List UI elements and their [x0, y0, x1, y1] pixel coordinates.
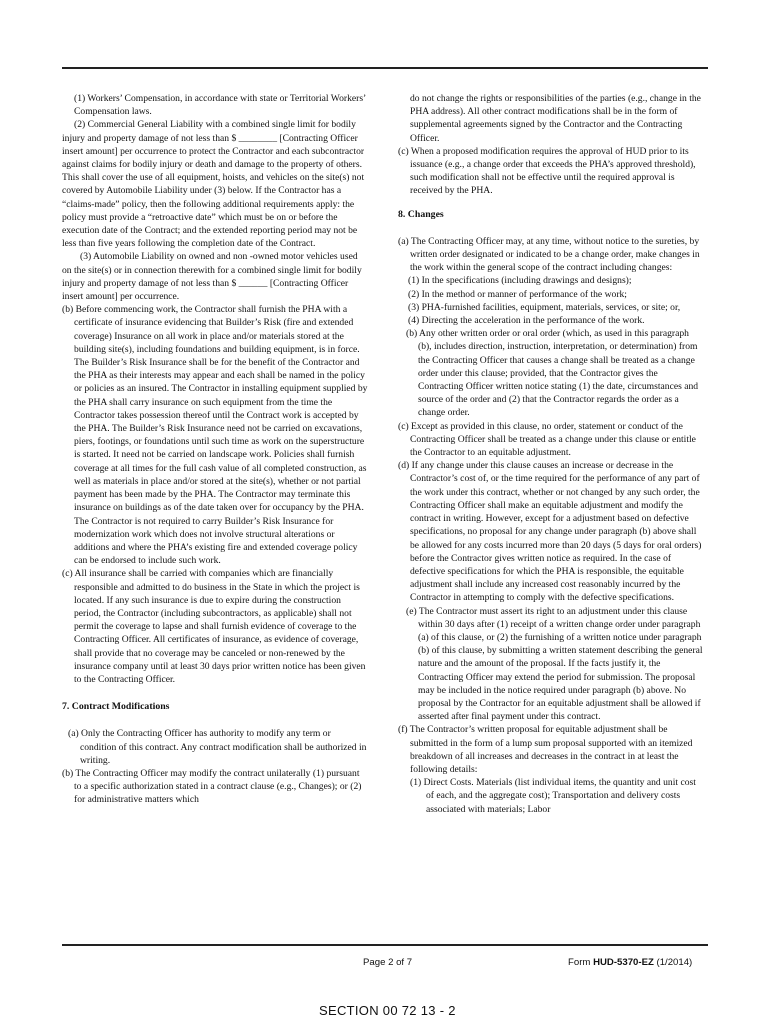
form-prefix: Form — [568, 957, 594, 968]
form-code: HUD-5370-EZ — [593, 957, 654, 968]
changes-list-item-3: (3) PHA-furnished facilities, equipment, materials, services, or site; or, — [408, 301, 681, 313]
workers-comp-paragraph: (1) Workers’ Compensation, in accordance with state or Territorial Workers’ Compensation laws. — [74, 93, 368, 118]
form-identifier — [568, 957, 692, 968]
general-liability-paragraph: (2) Commercial General Liability with a combined single limit for bodily injury and property damage of not less than $ ________ [Contracting Officer insert amount] per occurrence to protect the Contractor and each subcontractor against claims for bodily injury or death and damage to the property of others. This shall cover the use of all equipment, hoists, and vehicles on the site(s) not covered by Automobile Liability under (3) below. If the Contractor has a “claims-made” policy, then the following additional requirements apply: the policy must provide a “retroactive date” which must be on or before the execution date of the Contract; and the extended reporting period may not be less than five years following the completion date of the Contract. — [62, 119, 367, 250]
page-number: Page 2 of 7 — [363, 957, 413, 968]
changes-d-paragraph: (d) If any change under this clause causes an increase or decrease in the Contractor’s cost of, or the time required for the performance of any part of the work under this contract, whether or not changed by any such order, the Contracting Officer shall make an equitable adjustment and modify the contract in writing. However, except for a adjustment based on defective specifications, no proposal for any change under paragraph (b) above shall be allowed for any costs incurred more than 20 days (5 days for oral orders) before the Contractor gives written notice as required. In the case of defective specifications for which the PHA is responsible, the equitable adjustment shall include any increased cost reasonably incurred by the Contractor in attempting to comply with the defective specifications. — [398, 460, 704, 604]
changes-c-paragraph: (c) Except as provided in this clause, no order, statement or conduct of the Contracting Officer shall be treated as a change under this clause or entitle the Contractor to an equitable adjustment. — [398, 420, 699, 459]
footer-rule — [62, 944, 708, 946]
insurance-companies-paragraph: (c) All insurance shall be carried with companies which are financially responsible and admitted to do business in the State in which the project is located. If any such insurance is due to expire during the construction period, the Contractor (including subcontractors, as applicable) shall not permit the coverage to lapse and shall furnish evidence of coverage to the Contracting Officer. All certificates of insurance, as evidence of coverage, shall provide that no coverage may be canceled or non-renewed by the insurance company until at least 30 days prior written notice has been given to the Contracting Officer. — [62, 568, 368, 685]
changes-f-paragraph: (f) The Contractor’s written proposal for equitable adjustment shall be submitted in the form of a lump sum proposal supported with an itemized breakdown of all increases and decreases in the contract in at least the following details: — [398, 724, 695, 775]
changes-e-paragraph: (e) The Contractor must assert its right to an adjustment under this clause within 30 days after (1) receipt of a written change order under paragraph (a) of this clause, or (2) the furnishing of a written notice under paragraph (b) of this clause, by submitting a written statement describing the general nature and the amount of the proposal. If the facts justify it, the Contracting Officer may extend the period for submission. The proposal may be included in the notice required under paragraph (b) above. No proposal by the Contractor for an equitable adjustment shall be allowed if asserted after final payment under this contract. — [406, 605, 705, 723]
changes-heading: 8. Changes — [398, 208, 444, 220]
left-column — [62, 92, 368, 807]
contract-modifications-heading: 7. Contract Modifications — [62, 701, 170, 713]
changes-list-item-1: (1) In the specifications (including drawings and designs); — [408, 275, 632, 287]
form-date: (1/2014) — [653, 957, 693, 968]
right-column — [398, 92, 704, 816]
header-rule — [62, 67, 708, 69]
modifications-b-paragraph: (b) The Contracting Officer may modify the contract unilaterally (1) pursuant to a specific authorization stated in a contract clause (e.g., Changes); or (2) for administrative matters which — [62, 767, 364, 806]
changes-a-paragraph: (a) The Contracting Officer may, at any time, without notice to the sureties, by written order designated or indicated to be a change order, make changes in the work within the general scope of the contract including changes: — [398, 235, 703, 274]
modifications-b-continued: do not change the rights or responsibilities of the parties (e.g., change in the PHA address). All other contract modifications shall be in the form of supplemental agreements signed by the Contractor and the Contracting Officer. — [410, 93, 704, 144]
modifications-a-paragraph: (a) Only the Contracting Officer has authority to modify any term or condition of this contract. Any contract modification shall be authorized in writing. — [68, 728, 369, 766]
changes-list-item-2: (2) In the method or manner of performance of the work; — [408, 288, 627, 300]
section-label: SECTION 00 72 13 - 2 — [319, 1003, 456, 1018]
builders-risk-paragraph: (b) Before commencing work, the Contractor shall furnish the PHA with a certificate of insurance evidencing that Builder’s Risk (fire and extended coverage) Insurance on all work in place and/or materials stored at the building site(s), including foundations and building equipment, is in force. The Builder’s Risk Insurance shall be for the benefit of the Contractor and the PHA as their interests may appear and each shall be named in the policy or policies as an insured. The Contractor in installing equipment supplied by the PHA shall carry insurance on such equipment from the time the Contractor takes possession thereof until the Contract work is accepted by the PHA. The Builder’s Risk Insurance need not be carried on excavations, piers, footings, or foundations until such time as work on the superstructure is started. It need not be carried on landscape work. Policies shall furnish coverage at all times for the full cash value of all completed construction, as well as materials in place and/or stored at the site(s), whether or not partial payment has been made by the PHA. The Contractor may terminate this insurance on buildings as of the date taken over for occupancy by the PHA. The Contractor is not required to carry Builder’s Risk Insurance for modernization work which does not involve structural alterations or additions and where the PHA’s existing fire and extended coverage policy can be endorsed to include such work. — [62, 304, 370, 567]
changes-list-item-4: (4) Directing the acceleration in the performance of the work. — [408, 315, 645, 327]
automobile-liability-paragraph: (3) Automobile Liability on owned and non -owned motor vehicles used on the site(s) or in connection therewith for a combined single limit for bodily injury and property damage of not less than $ ______ [Contracting Officer insert amount] per occurrence. — [62, 251, 365, 303]
changes-f1-paragraph: (1) Direct Costs. Materials (list individual items, the quantity and unit cost of each, and the aggregate cost); Transportation and delivery costs associated with materials; Labor — [410, 777, 699, 815]
modifications-c-paragraph: (c) When a proposed modification requires the approval of HUD prior to its issuance (e.g., a change order that exceeds the PHA’s approved threshold), such modification shall not be effective until the required approval is received by the PHA. — [398, 145, 698, 197]
changes-b-paragraph: (b) Any other written order or oral order (which, as used in this paragraph (b), includes direction, instruction, interpretation, or determination) from the Contracting Officer that causes a change shall be treated as a change order under this clause; provided, that the Contractor gives the Contracting Officer written notice stating (1) the date, circumstances and source of the order and (2) that the Contractor regards the order as a change order. — [406, 328, 701, 419]
